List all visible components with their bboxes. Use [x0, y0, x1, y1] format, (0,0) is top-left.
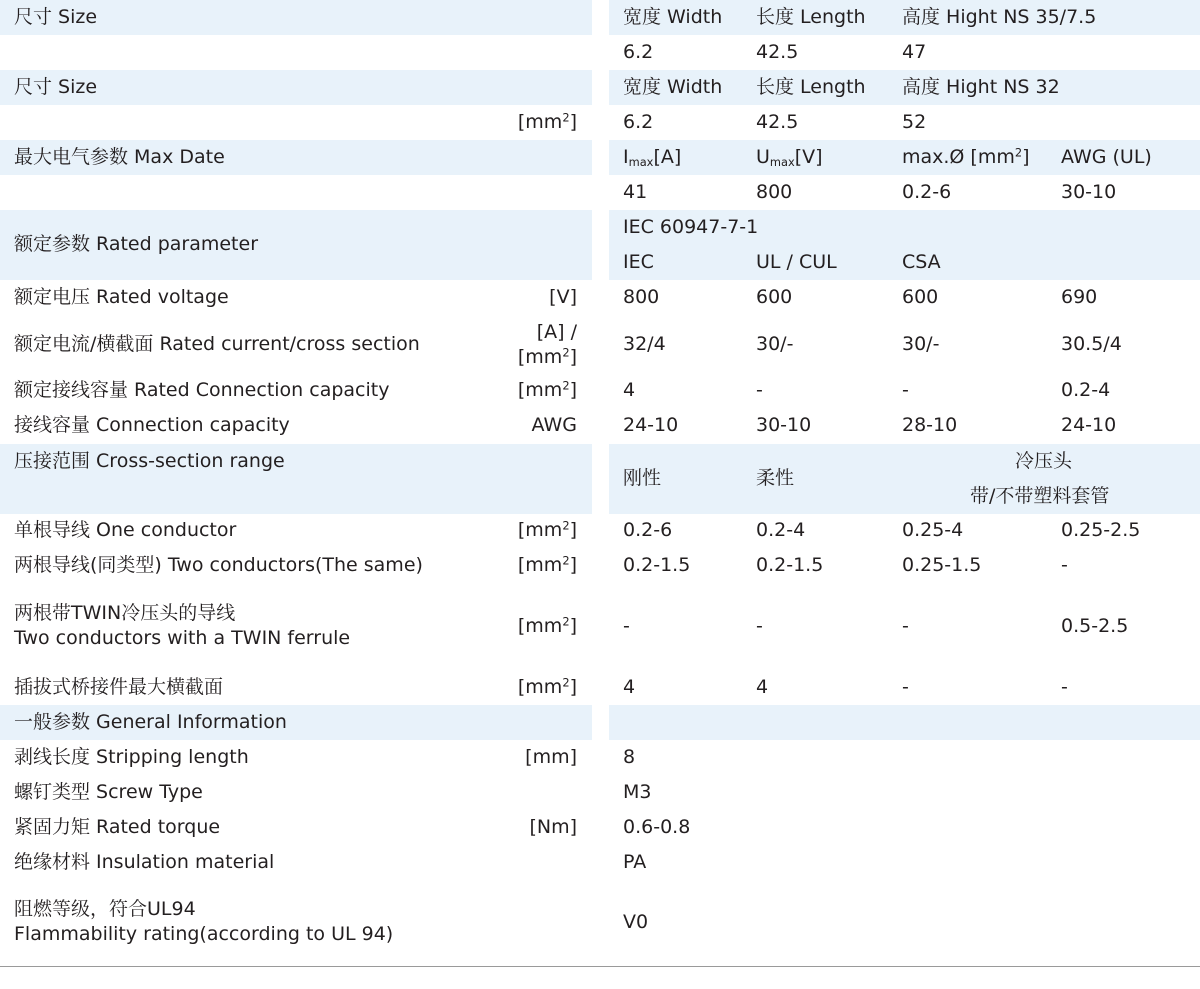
height-value: 47: [902, 41, 927, 63]
connection-capacity-label: 接线容量 Connection capacity: [14, 414, 290, 436]
cell-value: 30.5/4: [1061, 333, 1122, 355]
stripping-row: [0, 740, 1200, 775]
size1-header-row: [0, 0, 1200, 35]
imax-header: $I_{max}[A]$: [623, 146, 682, 169]
rated-current-label: 额定电流/横截面 Rated current/cross section: [14, 333, 420, 355]
cell-value: 4: [623, 379, 636, 401]
max-header-row: [0, 140, 1200, 175]
rated-voltage-row: [0, 280, 1200, 315]
cell-value: -: [902, 379, 909, 401]
unit-label: [mm]: [525, 746, 577, 768]
cell-value: -: [902, 676, 909, 698]
twin-ferrule-row: [0, 592, 1200, 662]
length-header: 长度 Length: [756, 76, 866, 98]
size1-value-row: [0, 35, 1200, 70]
width-value: 6.2: [623, 41, 654, 63]
cell-value: 0.2-1.5: [623, 554, 691, 576]
unit-label: $[mm^2]$: [517, 553, 577, 576]
unit-label: [A] / $[mm^2]$: [517, 321, 577, 368]
bridge-row: [0, 670, 1200, 705]
ferrule-subheader: 带/不带塑料套管: [970, 485, 1110, 507]
cell-value: 690: [1061, 286, 1098, 308]
flexible-header: 柔性: [756, 467, 795, 489]
cross-section-header-row: [0, 444, 1200, 514]
unit-label: AWG: [531, 414, 577, 436]
cell-value: M3: [623, 781, 652, 803]
connection-capacity-row: [0, 408, 1200, 443]
cell-value: PA: [623, 851, 647, 873]
cell-value: 0.2-1.5: [756, 554, 824, 576]
cell-value: 4: [756, 676, 769, 698]
unit-label: [Nm]: [529, 816, 577, 838]
cell-value: 0.6-0.8: [623, 816, 691, 838]
general-header-row: [0, 705, 1200, 740]
cell-value: 0.25-2.5: [1061, 519, 1141, 541]
ul-header: UL / CUL: [756, 251, 837, 273]
flammability-label: 阻燃等级，符合UL94 Flammability rating(according to UL 94): [14, 898, 394, 945]
cell-value: 800: [623, 286, 660, 308]
cell-value: -: [623, 615, 630, 637]
size2-header-row: [0, 70, 1200, 105]
width-value: 6.2: [623, 111, 654, 133]
cell-value: 8: [623, 746, 636, 768]
cross-section-label: 压接范围 Cross-section range: [14, 450, 285, 472]
general-label: 一般参数 General Information: [14, 711, 287, 733]
max-diameter-value: 0.2-6: [902, 181, 952, 203]
unit-label: [V]: [549, 286, 577, 308]
stripping-label: 剥线长度 Stripping length: [14, 746, 249, 768]
height-header: 高度 Hight NS 32: [902, 76, 1060, 98]
cell-value: -: [756, 615, 763, 637]
max-label: 最大电气参数 Max Date: [14, 146, 225, 168]
cell-value: 24-10: [1061, 414, 1117, 436]
torque-row: [0, 810, 1200, 845]
one-conductor-row: [0, 513, 1200, 548]
umax-value: 800: [756, 181, 793, 203]
max-diameter-header: max.Ø $[mm^2]$: [902, 145, 1030, 168]
awg-value: 30-10: [1061, 181, 1117, 203]
iec-header: IEC: [623, 251, 654, 273]
cell-value: 0.2-4: [1061, 379, 1111, 401]
max-value-row: [0, 175, 1200, 210]
size2-value-row: [0, 105, 1200, 140]
awg-header: AWG (UL): [1061, 146, 1152, 168]
rated-current-row: [0, 315, 1200, 375]
length-value: 42.5: [756, 41, 799, 63]
cell-value: V0: [623, 911, 649, 933]
cell-value: 0.5-2.5: [1061, 615, 1129, 637]
cell-value: 600: [902, 286, 939, 308]
cell-value: 0.2-6: [623, 519, 673, 541]
twin-ferrule-label: 两根带TWIN冷压头的导线 Two conductors with a TWIN ferrule: [14, 602, 351, 649]
cell-value: 30/-: [756, 333, 794, 355]
screw-row: [0, 775, 1200, 810]
rigid-header: 刚性: [623, 467, 662, 489]
unit-label: $[mm^2]$: [517, 110, 577, 133]
cell-value: -: [1061, 554, 1068, 576]
length-header: 长度 Length: [756, 6, 866, 28]
rated-capacity-row: [0, 373, 1200, 408]
two-conductors-row: [0, 548, 1200, 583]
bottom-rule: [0, 966, 1200, 967]
cell-value: 4: [623, 676, 636, 698]
cell-value: 0.25-1.5: [902, 554, 982, 576]
imax-value: 41: [623, 181, 648, 203]
cell-value: -: [756, 379, 763, 401]
height-header: 高度 Hight NS 35/7.5: [902, 6, 1097, 28]
standard-name: IEC 60947-7-1: [623, 216, 759, 238]
one-conductor-label: 单根导线 One conductor: [14, 519, 237, 541]
cell-value: 30/-: [902, 333, 940, 355]
rated-capacity-label: 额定接线容量 Rated Connection capacity: [14, 379, 390, 401]
torque-label: 紧固力矩 Rated torque: [14, 816, 221, 838]
flammability-row: [0, 893, 1200, 953]
cell-value: -: [902, 615, 909, 637]
unit-label: $[mm^2]$: [517, 675, 577, 698]
length-value: 42.5: [756, 111, 799, 133]
umax-header: $U_{max}[V]$: [756, 146, 823, 169]
size1-label: 尺寸 Size: [14, 6, 98, 28]
cell-value: -: [1061, 676, 1068, 698]
rated-voltage-label: 额定电压 Rated voltage: [14, 286, 229, 308]
csa-header: CSA: [902, 251, 941, 273]
screw-label: 螺钉类型 Screw Type: [14, 781, 203, 803]
ferrule-header: 冷压头: [1015, 450, 1073, 472]
unit-label: $[mm^2]$: [517, 614, 577, 637]
rated-header-row: [0, 210, 1200, 280]
cell-value: 0.25-4: [902, 519, 964, 541]
rated-label: 额定参数 Rated parameter: [14, 233, 259, 255]
cell-value: 24-10: [623, 414, 679, 436]
cell-value: 32/4: [623, 333, 666, 355]
width-header: 宽度 Width: [623, 6, 723, 28]
cell-value: 0.2-4: [756, 519, 806, 541]
size2-label: 尺寸 Size: [14, 76, 98, 98]
insulation-row: [0, 845, 1200, 880]
width-header: 宽度 Width: [623, 76, 723, 98]
unit-label: $[mm^2]$: [517, 518, 577, 541]
bridge-label: 插拔式桥接件最大横截面: [14, 676, 224, 698]
cell-value: 600: [756, 286, 793, 308]
two-conductors-label: 两根导线(同类型) Two conductors(The same): [14, 554, 423, 576]
unit-label: $[mm^2]$: [517, 378, 577, 401]
cell-value: 30-10: [756, 414, 812, 436]
cell-value: 28-10: [902, 414, 958, 436]
insulation-label: 绝缘材料 Insulation material: [14, 851, 275, 873]
height-value: 52: [902, 111, 927, 133]
